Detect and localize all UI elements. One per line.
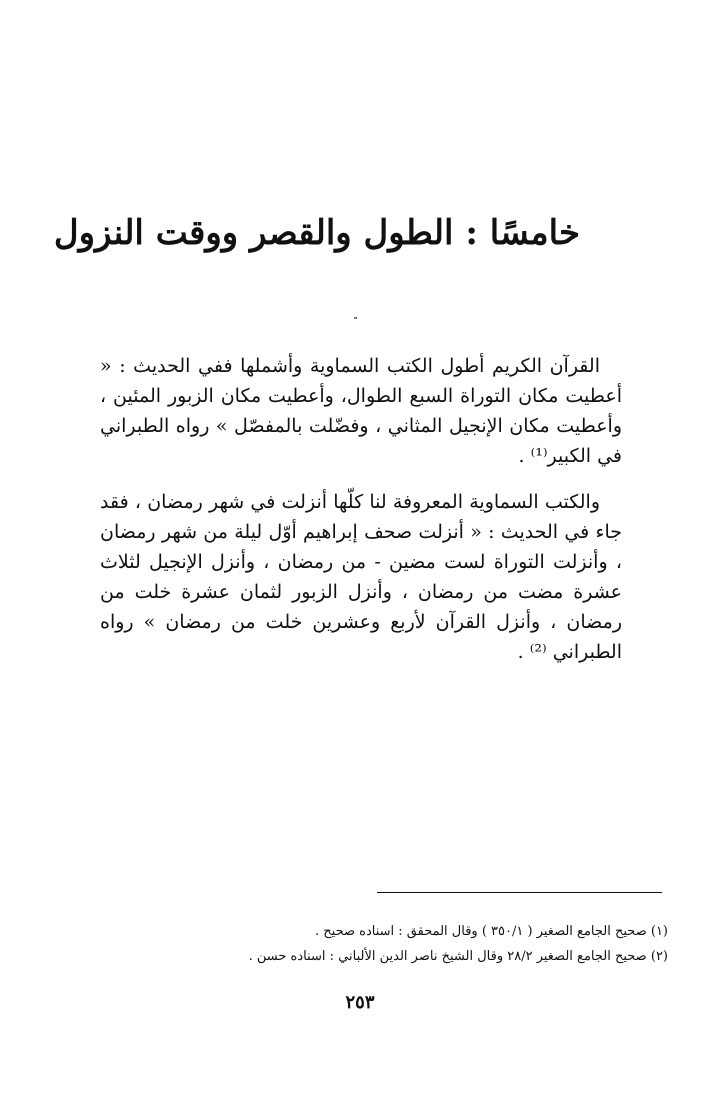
footnote-2: (٢) صحيح الجامع الصغير ٢٨/٢ وقال الشيخ ناصر الدين الألباني : اسناده حسن . bbox=[248, 949, 668, 964]
paragraph-2: والكتب السماوية المعروفة لنا كلّها أنزلت في شهر رمضان ، فقد جاء في الحديث : « أنزلت صحف إبراهيم أوّل ليلة من شهر رمضان ، وأنزلت التوراة لست مضين - من رمضان ، وأنزل الإنجيل لثلاث عشرة مضت من رمضان ، وأنزل الزبور لثمان عشرة خلت من رمضان ، وأنزل القرآن لأربع وعشرين خلت من رمضان » رواه الطبراني ⁽²⁾ . bbox=[100, 491, 622, 663]
body-text bbox=[100, 351, 622, 667]
footnote-divider bbox=[377, 892, 662, 893]
chapter-title: خامسًا : الطول والقصر ووقت النزول bbox=[53, 213, 580, 253]
paragraph-1: القرآن الكريم أطول الكتب السماوية وأشملها ففي الحديث : « أعطيت مكان التوراة السبع الطوال، وأعطيت مكان الزبور المئين ، وأعطيت مكان الإنجيل المثاني ، وفضّلت بالمفصّل » رواه الطبراني في الكبير⁽¹⁾ . bbox=[100, 355, 622, 467]
page-number: ٢٥٣ bbox=[345, 992, 375, 1013]
footnotes bbox=[190, 919, 668, 969]
ink-dot bbox=[354, 317, 357, 319]
footnote-1: (١) صحيح الجامع الصغير ( ٣٥٠/١ ) وقال المحقق : اسناده صحيح . bbox=[315, 924, 668, 939]
